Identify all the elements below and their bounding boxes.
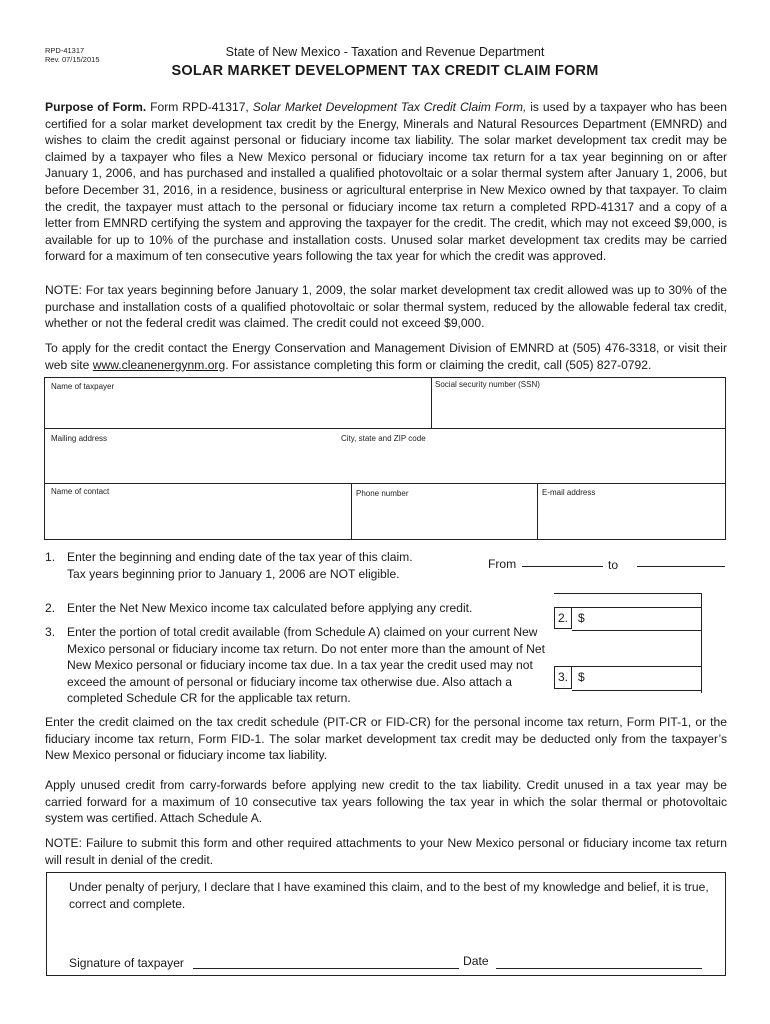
column-divider xyxy=(431,378,432,428)
line-1-text-a: Enter the beginning and ending date of the tax year of this claim. xyxy=(67,550,413,564)
city-state-zip-label: City, state and ZIP code xyxy=(341,434,426,443)
ssn-label: Social security number (SSN) xyxy=(435,380,540,389)
line-2-number: 2. xyxy=(45,601,56,615)
signature-field[interactable] xyxy=(193,968,459,969)
date-field[interactable] xyxy=(496,968,702,969)
line-3-box-number: 3. xyxy=(558,670,569,684)
line-2-dollar: $ xyxy=(578,611,585,625)
from-date-field[interactable] xyxy=(522,566,603,567)
contact-name-field[interactable] xyxy=(46,497,349,537)
line-1-number: 1. xyxy=(45,550,56,564)
line-3-dollar: $ xyxy=(578,670,585,684)
line-3-number: 3. xyxy=(45,625,56,639)
form-number: RPD-41317 xyxy=(45,46,85,55)
frame-top xyxy=(554,593,702,594)
line-3-text: Enter the portion of total credit available (from Schedule A) claimed on your current New Mexico personal or fiduciary income tax return. Do not enter more than the amount of Net New Mexico personal or fiduciary income tax due. In a tax year the credit used may not exceed the amount of personal or fiduciary income tax otherwise due. Also attach a completed Schedule CR for the applicable tax return. xyxy=(67,625,545,706)
form-revision: Rev. 07/15/2015 xyxy=(45,55,100,64)
mailing-address-field[interactable] xyxy=(46,444,336,481)
to-label: to xyxy=(608,558,619,572)
date-label: Date xyxy=(463,954,489,968)
signature-label: Signature of taxpayer xyxy=(69,956,184,970)
email-label: E-mail address xyxy=(542,488,596,497)
line-3-box-label xyxy=(554,666,572,689)
agency-name: State of New Mexico - Taxation and Revenue Department xyxy=(225,45,545,59)
credit-paragraph: Enter the credit claimed on the tax credit schedule (PIT-CR or FID-CR) for the personal income tax return, Form PIT-1, or the fiduciary income tax return, Form FID-1. The solar market development tax credit may be deducted only from the taxpayer’s New Mexico personal or fiduciary income tax liability. xyxy=(45,715,727,763)
carry-forward-paragraph: Apply unused credit from carry-forwards before applying new credit to the tax liability. Credit unused in a tax year may be carried forward for a maximum of 10 consecutive tax years following the tax year in which the solar thermal or photovoltaic system was certified. Attach Schedule A. xyxy=(45,778,727,826)
taxpayer-info-grid xyxy=(44,377,726,540)
purpose-paragraph xyxy=(45,99,727,265)
phone-label: Phone number xyxy=(356,489,409,498)
column-divider xyxy=(537,483,538,539)
line-2-amount-field[interactable] xyxy=(572,607,701,631)
taxpayer-name-label: Name of taxpayer xyxy=(51,382,115,391)
from-label: From xyxy=(488,557,517,571)
line-2-box-label xyxy=(554,607,572,629)
amount-box-frame xyxy=(554,593,702,693)
ssn-field[interactable] xyxy=(433,390,723,426)
row-divider xyxy=(45,428,725,429)
page-title: SOLAR MARKET DEVELOPMENT TAX CREDIT CLAIM FORM xyxy=(171,63,599,79)
note-paragraph-2: NOTE: Failure to submit this form and other required attachments to your New Mexico personal or fiduciary income tax return will result in denial of the credit. xyxy=(45,836,727,867)
purpose-lead: Form RPD-41317, xyxy=(150,100,249,114)
to-date-field[interactable] xyxy=(637,566,725,567)
mailing-address-label: Mailing address xyxy=(51,434,108,443)
row-divider xyxy=(45,483,725,484)
contact-name-label: Name of contact xyxy=(51,487,110,496)
line-1-text xyxy=(67,549,413,582)
emnrd-website-link[interactable]: www.cleanenergynm.org xyxy=(92,357,226,372)
line-3-amount-field[interactable] xyxy=(572,666,701,691)
frame-right xyxy=(701,593,702,693)
apply-text-2: . For assistance completing this form or claiming the credit, call (505) 827-0792. xyxy=(225,357,652,372)
phone-field[interactable] xyxy=(353,499,535,537)
purpose-body: is used by a taxpayer who has been certified for a solar market development tax credit by the Energy, Minerals and Natural Resources Department (EMNRD) and wishes to claim the credit against personal or fiduciary income tax liability. The solar market development tax credit may be claimed by a taxpayer who files a New Mexico personal or fiduciary income tax return for a tax year beginning on or after January 1, 2006, and has purchased and installed a qualified photovoltaic or a solar thermal system after January 1, 2006, but before December 31, 2016, in a residence, business or agricultural enterprise in New Mexico owned by that taxpayer. To claim the credit, the taxpayer must attach to the personal or fiduciary income tax return a completed RPD-41317 and a copy of a letter from EMNRD certifying the system and approving the taxpayer for the credit. The credit, which may not exceed $9,000, is available for up to 10% of the purchase and installation costs. Unused solar market development tax credits may be carried forward for a maximum of ten consecutive years following the tax year for which the credit was approved. xyxy=(45,100,727,264)
line-1-text-b: Tax years beginning prior to January 1, 2006 are NOT eligible. xyxy=(67,566,400,581)
declaration-box xyxy=(46,872,726,976)
note-paragraph-1: NOTE: For tax years beginning before January 1, 2009, the solar market development tax credit allowed was up to 30% of the purchase and installation costs of a qualified photovoltaic or solar thermal system, reduced by the allowable federal tax credit, whether or not the federal credit was claimed. The credit could not exceed $9,000. xyxy=(45,283,727,331)
purpose-form-name: Solar Market Development Tax Credit Claim Form, xyxy=(252,100,527,114)
apply-text-1: To apply for the credit contact the Energy Conservation and Management Division of EMNRD at (505) 476-3318, or visit their web site xyxy=(45,341,727,372)
declaration-text: Under penalty of perjury, I declare that I have examined this claim, and to the best of my knowledge and belief, it is true, correct and complete. xyxy=(69,880,709,911)
line-2-text: Enter the Net New Mexico income tax calculated before applying any credit. xyxy=(67,601,473,615)
city-state-zip-field[interactable] xyxy=(339,444,723,481)
purpose-label: Purpose of Form. xyxy=(45,100,147,114)
line-1 xyxy=(0,549,770,585)
apply-paragraph xyxy=(45,340,727,373)
line-2-box-number: 2. xyxy=(558,611,569,625)
taxpayer-name-field[interactable] xyxy=(46,392,430,426)
column-divider xyxy=(351,483,352,539)
email-field[interactable] xyxy=(539,498,723,537)
